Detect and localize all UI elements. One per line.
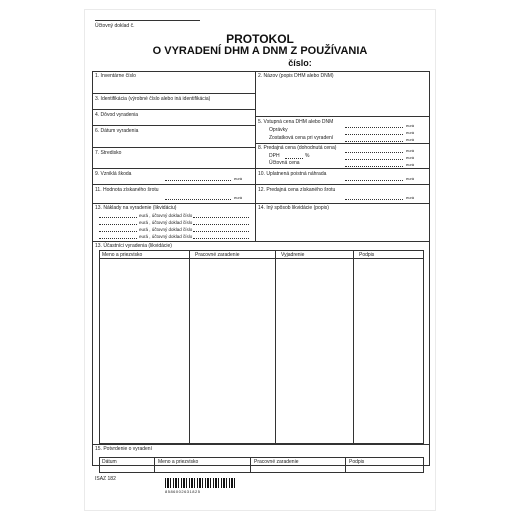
participants-header-position: Pracovné zaradenie xyxy=(195,252,240,258)
row-line xyxy=(92,203,255,204)
row-line xyxy=(92,109,255,110)
unit-label: eurá xyxy=(406,195,415,200)
field-reason: 4. Dôvod vyradenia xyxy=(95,112,139,118)
cost-row-dots xyxy=(99,231,137,232)
field-sale-price: 8. Predajná cena (dohodnutá cena) xyxy=(258,145,337,151)
field-inventory-number: 1. Inventárne číslo xyxy=(95,73,136,79)
row-line xyxy=(92,241,429,242)
cost-row-label: eurá , účtovný doklad číslo xyxy=(139,234,193,239)
participants-col-line xyxy=(189,250,190,443)
participants-header-name: Meno a priezvisko xyxy=(102,252,143,258)
field-insurance: 10. Uplatnená poistná náhrada xyxy=(258,171,327,177)
title-line-2: O VYRADENÍ DHM A DNM Z POUŽÍVANIA xyxy=(152,45,368,57)
field-vat: DPH xyxy=(269,153,280,159)
unit-label: eurá xyxy=(234,195,243,200)
vat-percent: % xyxy=(305,153,310,159)
unit-label: eurá xyxy=(406,155,415,160)
field-depreciation: Oprávky xyxy=(269,127,288,133)
participants-header-statement: Vyjadrenie xyxy=(281,252,305,258)
barcode-image xyxy=(165,478,235,488)
vat-pct-dots xyxy=(285,158,303,159)
cost-row-dots xyxy=(99,238,137,239)
unit-label: eurá xyxy=(406,123,415,128)
field-costs: 13. Náklady na vyradenie (likvidáciu) xyxy=(95,205,177,211)
confirmation-col-line xyxy=(345,457,346,472)
damage-dots xyxy=(165,180,231,181)
cost-row-dots xyxy=(99,217,137,218)
unit-label: eurá xyxy=(406,137,415,142)
unit-label: eurá xyxy=(406,176,415,181)
residual-dots xyxy=(345,141,403,142)
account-doc-line xyxy=(95,20,200,21)
field-scrap-sale: 12. Predajná cena získaného šrotu xyxy=(258,187,336,193)
title-line-3: číslo: xyxy=(288,58,312,68)
confirmation-header-signature: Podpis xyxy=(349,459,365,465)
scrap-sale-dots xyxy=(345,199,403,200)
accounting-dots xyxy=(345,166,403,167)
unit-label: eurá xyxy=(406,130,415,135)
field-identification: 3. Identifikácia (výrobné číslo alebo iná identifikácia) xyxy=(95,96,211,102)
cost-row-doc-dots xyxy=(193,238,249,239)
row-line xyxy=(255,116,429,117)
participants-col-line xyxy=(275,250,276,443)
field-confirmation: 15. Potvrdenie o vyradení xyxy=(95,446,152,452)
insurance-dots xyxy=(345,180,403,181)
account-doc-label: Účtovný doklad č. xyxy=(95,23,135,29)
participants-header-signature: Podpis xyxy=(359,252,375,258)
scrap-dots xyxy=(165,199,231,200)
cost-row-label: eurá , účtovný doklad číslo xyxy=(139,213,193,218)
row-line xyxy=(255,184,429,185)
field-damage: 9. Vzniklá škoda xyxy=(95,171,132,177)
depreciation-dots xyxy=(345,134,403,135)
sale-price-dots xyxy=(345,152,403,153)
cost-row-doc-dots xyxy=(193,224,249,225)
field-residual-price: Zostatková cena pri vyradení xyxy=(269,135,334,141)
participants-col-line xyxy=(353,250,354,443)
field-input-price: 5. Vstupná cena DHM alebo DNM xyxy=(258,119,334,125)
field-name: 2. Názov (popis DHM alebo DNM) xyxy=(258,73,334,79)
row-line xyxy=(92,93,255,94)
title-line-1: PROTOKOL xyxy=(226,32,294,46)
cost-row-label: eurá , účtovný doklad číslo xyxy=(139,227,193,232)
field-date: 6. Dátum vyradenia xyxy=(95,128,139,134)
cost-row-dots xyxy=(99,224,137,225)
vat-dots xyxy=(345,159,403,160)
confirmation-col-line xyxy=(250,457,251,472)
form-code: ISAZ 182 xyxy=(95,476,116,482)
cost-row-doc-dots xyxy=(193,217,249,218)
unit-label: eurá xyxy=(406,148,415,153)
field-accounting-price: Účtovná cena xyxy=(269,160,300,166)
input-price-dots xyxy=(345,127,403,128)
row-line xyxy=(92,147,255,148)
confirmation-header-name: Meno a priezvisko xyxy=(158,459,199,465)
row-line xyxy=(92,125,255,126)
field-cost-center: 7. Stredisko xyxy=(95,150,122,156)
form-sheet xyxy=(85,10,435,510)
confirmation-col-line xyxy=(154,457,155,472)
row-line xyxy=(92,184,255,185)
field-scrap-value: 11. Hodnota získaného šrotu xyxy=(95,187,159,193)
cost-row-doc-dots xyxy=(193,231,249,232)
cost-row-label: eurá , účtovný doklad číslo xyxy=(139,220,193,225)
row-line xyxy=(255,168,429,169)
confirmation-header-date: Dátum xyxy=(102,459,117,465)
participants-table xyxy=(99,250,424,444)
row-line xyxy=(92,168,255,169)
confirmation-header-position: Pracovné zaradenie xyxy=(254,459,299,465)
barcode-number: 8586002631825 xyxy=(165,489,201,494)
participants-title: 13. Účastníci vyradenia (likvidácie) xyxy=(95,243,172,249)
center-divider xyxy=(255,71,256,241)
row-line xyxy=(255,143,429,144)
row-line xyxy=(255,203,429,204)
unit-label: eurá xyxy=(406,162,415,167)
unit-label: eurá xyxy=(234,176,243,181)
participants-header-line xyxy=(99,258,423,259)
row-line xyxy=(92,444,429,445)
field-other-disposal: 14. Iný spôsob likvidácie (popis) xyxy=(258,205,329,211)
